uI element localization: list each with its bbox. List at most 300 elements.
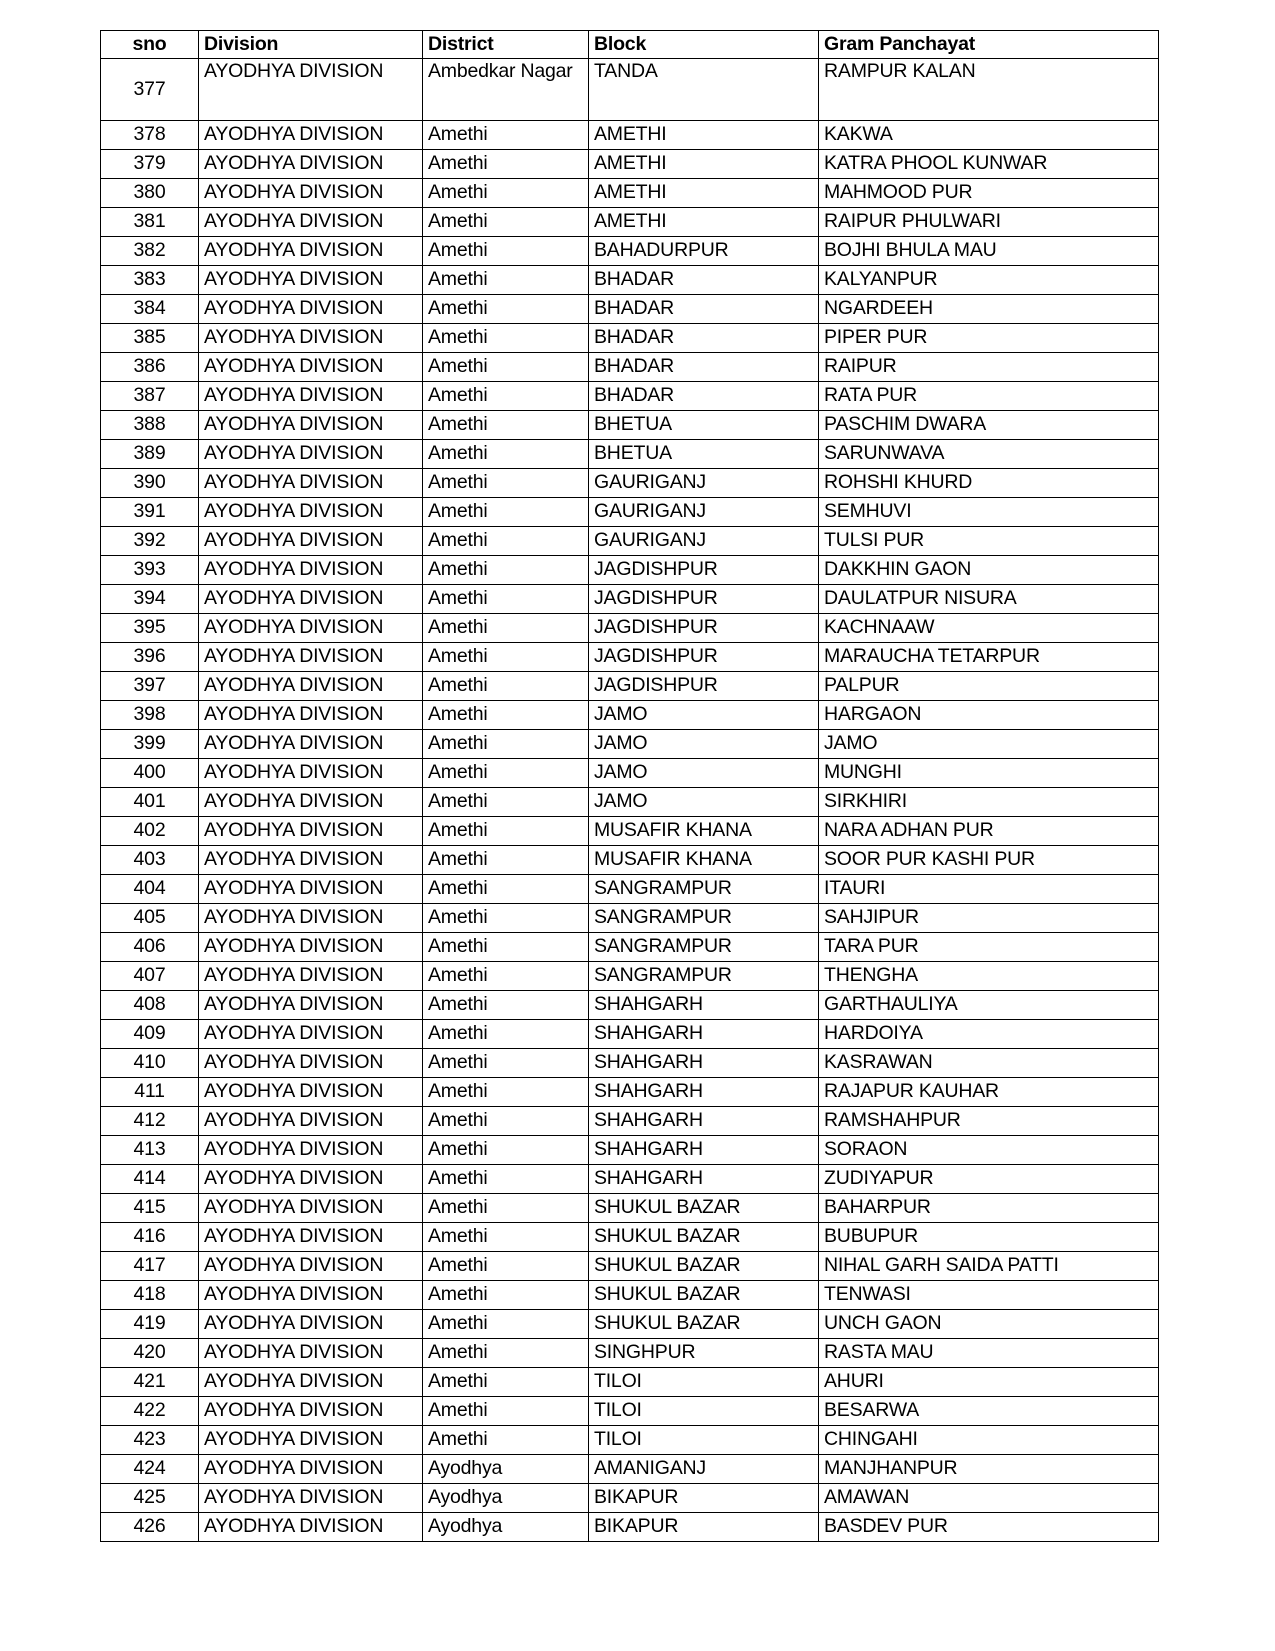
cell-division: AYODHYA DIVISION [199,353,423,382]
cell-district: Amethi [423,1426,589,1455]
cell-block: BHADAR [589,266,819,295]
cell-sno: 419 [101,1310,199,1339]
cell-block: SANGRAMPUR [589,962,819,991]
cell-district: Amethi [423,788,589,817]
table-row [101,846,1159,875]
table-row [101,59,1159,121]
table-row [101,324,1159,353]
cell-block: JAGDISHPUR [589,614,819,643]
table-row [101,527,1159,556]
cell-district: Amethi [423,382,589,411]
cell-gram_panchayat: RASTA MAU [819,1339,1159,1368]
cell-block: JAGDISHPUR [589,556,819,585]
table-row [101,1252,1159,1281]
table-row [101,353,1159,382]
table-row [101,237,1159,266]
cell-district: Amethi [423,1049,589,1078]
cell-district: Amethi [423,527,589,556]
cell-block: AMETHI [589,150,819,179]
cell-block: SHAHGARH [589,1136,819,1165]
cell-division: AYODHYA DIVISION [199,469,423,498]
cell-block: AMETHI [589,179,819,208]
cell-district: Amethi [423,1339,589,1368]
cell-division: AYODHYA DIVISION [199,1252,423,1281]
cell-gram_panchayat: BASDEV PUR [819,1513,1159,1542]
cell-gram_panchayat: PIPER PUR [819,324,1159,353]
cell-gram_panchayat: RAMPUR KALAN [819,59,1159,121]
cell-gram_panchayat: MUNGHI [819,759,1159,788]
cell-district: Amethi [423,208,589,237]
table-row [101,1368,1159,1397]
cell-division: AYODHYA DIVISION [199,1339,423,1368]
cell-district: Amethi [423,411,589,440]
cell-gram_panchayat: SAHJIPUR [819,904,1159,933]
cell-sno: 393 [101,556,199,585]
cell-district: Ayodhya [423,1484,589,1513]
table-row [101,1484,1159,1513]
table-row [101,1136,1159,1165]
cell-block: TANDA [589,59,819,121]
cell-sno: 411 [101,1078,199,1107]
table-row [101,701,1159,730]
cell-block: BIKAPUR [589,1484,819,1513]
table-row [101,556,1159,585]
cell-sno: 405 [101,904,199,933]
cell-sno: 403 [101,846,199,875]
table-row [101,1223,1159,1252]
cell-district: Ayodhya [423,1455,589,1484]
cell-gram_panchayat: PALPUR [819,672,1159,701]
cell-sno: 378 [101,121,199,150]
table-row [101,1020,1159,1049]
cell-block: BHADAR [589,295,819,324]
cell-district: Amethi [423,759,589,788]
cell-sno: 377 [101,59,199,121]
cell-block: JAMO [589,759,819,788]
cell-block: SHAHGARH [589,1107,819,1136]
table-row [101,469,1159,498]
table-row [101,179,1159,208]
cell-block: SHUKUL BAZAR [589,1194,819,1223]
cell-sno: 423 [101,1426,199,1455]
cell-gram_panchayat: THENGHA [819,962,1159,991]
cell-division: AYODHYA DIVISION [199,1484,423,1513]
cell-gram_panchayat: RAJAPUR KAUHAR [819,1078,1159,1107]
cell-district: Amethi [423,1397,589,1426]
cell-gram_panchayat: KALYANPUR [819,266,1159,295]
cell-gram_panchayat: BUBUPUR [819,1223,1159,1252]
cell-block: MUSAFIR KHANA [589,817,819,846]
cell-gram_panchayat: BOJHI BHULA MAU [819,237,1159,266]
cell-gram_panchayat: MARAUCHA TETARPUR [819,643,1159,672]
cell-district: Amethi [423,469,589,498]
table-row [101,933,1159,962]
cell-division: AYODHYA DIVISION [199,411,423,440]
cell-gram_panchayat: KASRAWAN [819,1049,1159,1078]
table-row [101,1513,1159,1542]
cell-district: Amethi [423,1136,589,1165]
cell-district: Amethi [423,672,589,701]
cell-sno: 385 [101,324,199,353]
cell-gram_panchayat: PASCHIM DWARA [819,411,1159,440]
cell-gram_panchayat: RATA PUR [819,382,1159,411]
cell-district: Amethi [423,1194,589,1223]
cell-division: AYODHYA DIVISION [199,1281,423,1310]
table-row [101,585,1159,614]
table-row [101,121,1159,150]
cell-district: Amethi [423,179,589,208]
cell-district: Amethi [423,1368,589,1397]
cell-sno: 412 [101,1107,199,1136]
cell-sno: 380 [101,179,199,208]
table-row [101,991,1159,1020]
cell-gram_panchayat: NIHAL GARH SAIDA PATTI [819,1252,1159,1281]
cell-gram_panchayat: RAIPUR PHULWARI [819,208,1159,237]
cell-sno: 406 [101,933,199,962]
cell-division: AYODHYA DIVISION [199,324,423,353]
cell-division: AYODHYA DIVISION [199,730,423,759]
cell-district: Ayodhya [423,1513,589,1542]
cell-gram_panchayat: ITAURI [819,875,1159,904]
cell-division: AYODHYA DIVISION [199,991,423,1020]
cell-sno: 387 [101,382,199,411]
cell-sno: 401 [101,788,199,817]
cell-sno: 399 [101,730,199,759]
cell-division: AYODHYA DIVISION [199,788,423,817]
cell-gram_panchayat: GARTHAULIYA [819,991,1159,1020]
cell-gram_panchayat: AHURI [819,1368,1159,1397]
cell-district: Ambedkar Nagar [423,59,589,121]
cell-block: AMANIGANJ [589,1455,819,1484]
cell-division: AYODHYA DIVISION [199,295,423,324]
cell-block: BAHADURPUR [589,237,819,266]
cell-sno: 384 [101,295,199,324]
cell-gram_panchayat: DAKKHIN GAON [819,556,1159,585]
table-row [101,1049,1159,1078]
cell-division: AYODHYA DIVISION [199,962,423,991]
cell-district: Amethi [423,904,589,933]
cell-block: SHAHGARH [589,1078,819,1107]
cell-district: Amethi [423,846,589,875]
cell-district: Amethi [423,701,589,730]
cell-district: Amethi [423,295,589,324]
cell-block: SHAHGARH [589,1165,819,1194]
cell-division: AYODHYA DIVISION [199,1165,423,1194]
cell-block: TILOI [589,1368,819,1397]
column-header-block: Block [589,31,819,59]
cell-gram_panchayat: NARA ADHAN PUR [819,817,1159,846]
cell-division: AYODHYA DIVISION [199,904,423,933]
table-row [101,759,1159,788]
cell-block: GAURIGANJ [589,498,819,527]
cell-gram_panchayat: ROHSHI KHURD [819,469,1159,498]
table-row [101,498,1159,527]
gram-panchayat-table [100,30,1159,1542]
table-row [101,411,1159,440]
cell-block: BIKAPUR [589,1513,819,1542]
table-row [101,817,1159,846]
cell-sno: 407 [101,962,199,991]
cell-block: BHETUA [589,440,819,469]
cell-division: AYODHYA DIVISION [199,179,423,208]
cell-district: Amethi [423,237,589,266]
cell-division: AYODHYA DIVISION [199,875,423,904]
cell-gram_panchayat: SEMHUVI [819,498,1159,527]
cell-sno: 396 [101,643,199,672]
cell-district: Amethi [423,353,589,382]
cell-sno: 414 [101,1165,199,1194]
cell-district: Amethi [423,150,589,179]
table-row [101,266,1159,295]
cell-block: JAGDISHPUR [589,672,819,701]
cell-sno: 425 [101,1484,199,1513]
cell-district: Amethi [423,324,589,353]
cell-sno: 408 [101,991,199,1020]
cell-division: AYODHYA DIVISION [199,121,423,150]
cell-division: AYODHYA DIVISION [199,1136,423,1165]
cell-sno: 417 [101,1252,199,1281]
table-row [101,150,1159,179]
cell-gram_panchayat: ZUDIYAPUR [819,1165,1159,1194]
cell-sno: 422 [101,1397,199,1426]
column-header-gram-panchayat: Gram Panchayat [819,31,1159,59]
cell-gram_panchayat: KATRA PHOOL KUNWAR [819,150,1159,179]
cell-district: Amethi [423,1107,589,1136]
cell-block: JAMO [589,701,819,730]
cell-sno: 402 [101,817,199,846]
table-row [101,904,1159,933]
cell-gram_panchayat: UNCH GAON [819,1310,1159,1339]
cell-block: BHETUA [589,411,819,440]
cell-block: BHADAR [589,324,819,353]
cell-sno: 386 [101,353,199,382]
cell-division: AYODHYA DIVISION [199,614,423,643]
cell-district: Amethi [423,1252,589,1281]
cell-division: AYODHYA DIVISION [199,643,423,672]
cell-division: AYODHYA DIVISION [199,150,423,179]
cell-district: Amethi [423,817,589,846]
cell-block: SHUKUL BAZAR [589,1281,819,1310]
cell-gram_panchayat: MANJHANPUR [819,1455,1159,1484]
cell-block: AMETHI [589,121,819,150]
cell-sno: 383 [101,266,199,295]
cell-district: Amethi [423,730,589,759]
table-row [101,1194,1159,1223]
cell-sno: 415 [101,1194,199,1223]
cell-district: Amethi [423,585,589,614]
table-row [101,1310,1159,1339]
table-row [101,1078,1159,1107]
cell-division: AYODHYA DIVISION [199,208,423,237]
cell-division: AYODHYA DIVISION [199,672,423,701]
table-row [101,643,1159,672]
cell-gram_panchayat: HARGAON [819,701,1159,730]
cell-district: Amethi [423,1310,589,1339]
table-row [101,962,1159,991]
cell-gram_panchayat: MAHMOOD PUR [819,179,1159,208]
cell-block: SHUKUL BAZAR [589,1310,819,1339]
cell-division: AYODHYA DIVISION [199,1426,423,1455]
cell-district: Amethi [423,875,589,904]
cell-block: JAGDISHPUR [589,585,819,614]
cell-division: AYODHYA DIVISION [199,1049,423,1078]
table-row [101,1397,1159,1426]
cell-sno: 388 [101,411,199,440]
cell-division: AYODHYA DIVISION [199,759,423,788]
cell-district: Amethi [423,1165,589,1194]
cell-block: SHUKUL BAZAR [589,1252,819,1281]
cell-division: AYODHYA DIVISION [199,556,423,585]
cell-gram_panchayat: SORAON [819,1136,1159,1165]
cell-block: SANGRAMPUR [589,875,819,904]
table-row [101,1426,1159,1455]
cell-gram_panchayat: SIRKHIRI [819,788,1159,817]
cell-sno: 398 [101,701,199,730]
cell-block: SANGRAMPUR [589,904,819,933]
cell-gram_panchayat: JAMO [819,730,1159,759]
cell-division: AYODHYA DIVISION [199,1397,423,1426]
column-header-sno: sno [101,31,199,59]
cell-gram_panchayat: KAKWA [819,121,1159,150]
cell-sno: 413 [101,1136,199,1165]
cell-gram_panchayat: KACHNAAW [819,614,1159,643]
cell-sno: 409 [101,1020,199,1049]
cell-gram_panchayat: BESARWA [819,1397,1159,1426]
cell-sno: 420 [101,1339,199,1368]
cell-gram_panchayat: TENWASI [819,1281,1159,1310]
table-row [101,788,1159,817]
cell-sno: 379 [101,150,199,179]
cell-sno: 382 [101,237,199,266]
cell-division: AYODHYA DIVISION [199,933,423,962]
cell-division: AYODHYA DIVISION [199,585,423,614]
cell-gram_panchayat: RAIPUR [819,353,1159,382]
table-row [101,1281,1159,1310]
cell-block: SHAHGARH [589,1049,819,1078]
cell-block: BHADAR [589,382,819,411]
cell-division: AYODHYA DIVISION [199,440,423,469]
cell-sno: 400 [101,759,199,788]
cell-division: AYODHYA DIVISION [199,1194,423,1223]
cell-division: AYODHYA DIVISION [199,237,423,266]
cell-division: AYODHYA DIVISION [199,1020,423,1049]
table-row [101,1107,1159,1136]
cell-division: AYODHYA DIVISION [199,846,423,875]
cell-division: AYODHYA DIVISION [199,498,423,527]
cell-block: MUSAFIR KHANA [589,846,819,875]
cell-division: AYODHYA DIVISION [199,1078,423,1107]
cell-gram_panchayat: RAMSHAHPUR [819,1107,1159,1136]
table-header-row [101,31,1159,59]
cell-block: AMETHI [589,208,819,237]
cell-block: GAURIGANJ [589,527,819,556]
column-header-division: Division [199,31,423,59]
cell-sno: 391 [101,498,199,527]
cell-sno: 394 [101,585,199,614]
cell-block: BHADAR [589,353,819,382]
cell-district: Amethi [423,962,589,991]
cell-division: AYODHYA DIVISION [199,59,423,121]
cell-sno: 426 [101,1513,199,1542]
cell-division: AYODHYA DIVISION [199,817,423,846]
cell-block: JAGDISHPUR [589,643,819,672]
table-row [101,875,1159,904]
cell-block: TILOI [589,1397,819,1426]
cell-division: AYODHYA DIVISION [199,1310,423,1339]
cell-division: AYODHYA DIVISION [199,1223,423,1252]
cell-gram_panchayat: AMAWAN [819,1484,1159,1513]
table-row [101,1339,1159,1368]
table-row [101,208,1159,237]
cell-district: Amethi [423,614,589,643]
table-row [101,672,1159,701]
cell-district: Amethi [423,1078,589,1107]
cell-block: SANGRAMPUR [589,933,819,962]
cell-block: JAMO [589,730,819,759]
cell-sno: 392 [101,527,199,556]
cell-gram_panchayat: HARDOIYA [819,1020,1159,1049]
table-row [101,440,1159,469]
cell-district: Amethi [423,1020,589,1049]
cell-gram_panchayat: BAHARPUR [819,1194,1159,1223]
cell-sno: 404 [101,875,199,904]
cell-gram_panchayat: TULSI PUR [819,527,1159,556]
cell-sno: 381 [101,208,199,237]
gram-panchayat-table-container [100,30,1158,1542]
cell-district: Amethi [423,991,589,1020]
cell-sno: 395 [101,614,199,643]
cell-sno: 390 [101,469,199,498]
cell-sno: 410 [101,1049,199,1078]
cell-gram_panchayat: TARA PUR [819,933,1159,962]
cell-division: AYODHYA DIVISION [199,527,423,556]
cell-district: Amethi [423,498,589,527]
cell-division: AYODHYA DIVISION [199,1107,423,1136]
cell-block: SHAHGARH [589,1020,819,1049]
cell-block: GAURIGANJ [589,469,819,498]
table-row [101,614,1159,643]
cell-gram_panchayat: NGARDEEH [819,295,1159,324]
cell-district: Amethi [423,933,589,962]
cell-gram_panchayat: SARUNWAVA [819,440,1159,469]
cell-division: AYODHYA DIVISION [199,382,423,411]
table-row [101,730,1159,759]
cell-gram_panchayat: DAULATPUR NISURA [819,585,1159,614]
table-body [101,59,1159,1542]
table-row [101,1165,1159,1194]
table-row [101,382,1159,411]
cell-block: SINGHPUR [589,1339,819,1368]
table-header [101,31,1159,59]
cell-block: JAMO [589,788,819,817]
cell-sno: 389 [101,440,199,469]
cell-district: Amethi [423,1223,589,1252]
cell-division: AYODHYA DIVISION [199,1455,423,1484]
cell-gram_panchayat: CHINGAHI [819,1426,1159,1455]
cell-division: AYODHYA DIVISION [199,701,423,730]
cell-division: AYODHYA DIVISION [199,1513,423,1542]
cell-block: TILOI [589,1426,819,1455]
table-row [101,295,1159,324]
cell-sno: 418 [101,1281,199,1310]
cell-sno: 397 [101,672,199,701]
column-header-district: District [423,31,589,59]
cell-district: Amethi [423,440,589,469]
cell-sno: 424 [101,1455,199,1484]
cell-block: SHAHGARH [589,991,819,1020]
cell-division: AYODHYA DIVISION [199,266,423,295]
table-row [101,1455,1159,1484]
